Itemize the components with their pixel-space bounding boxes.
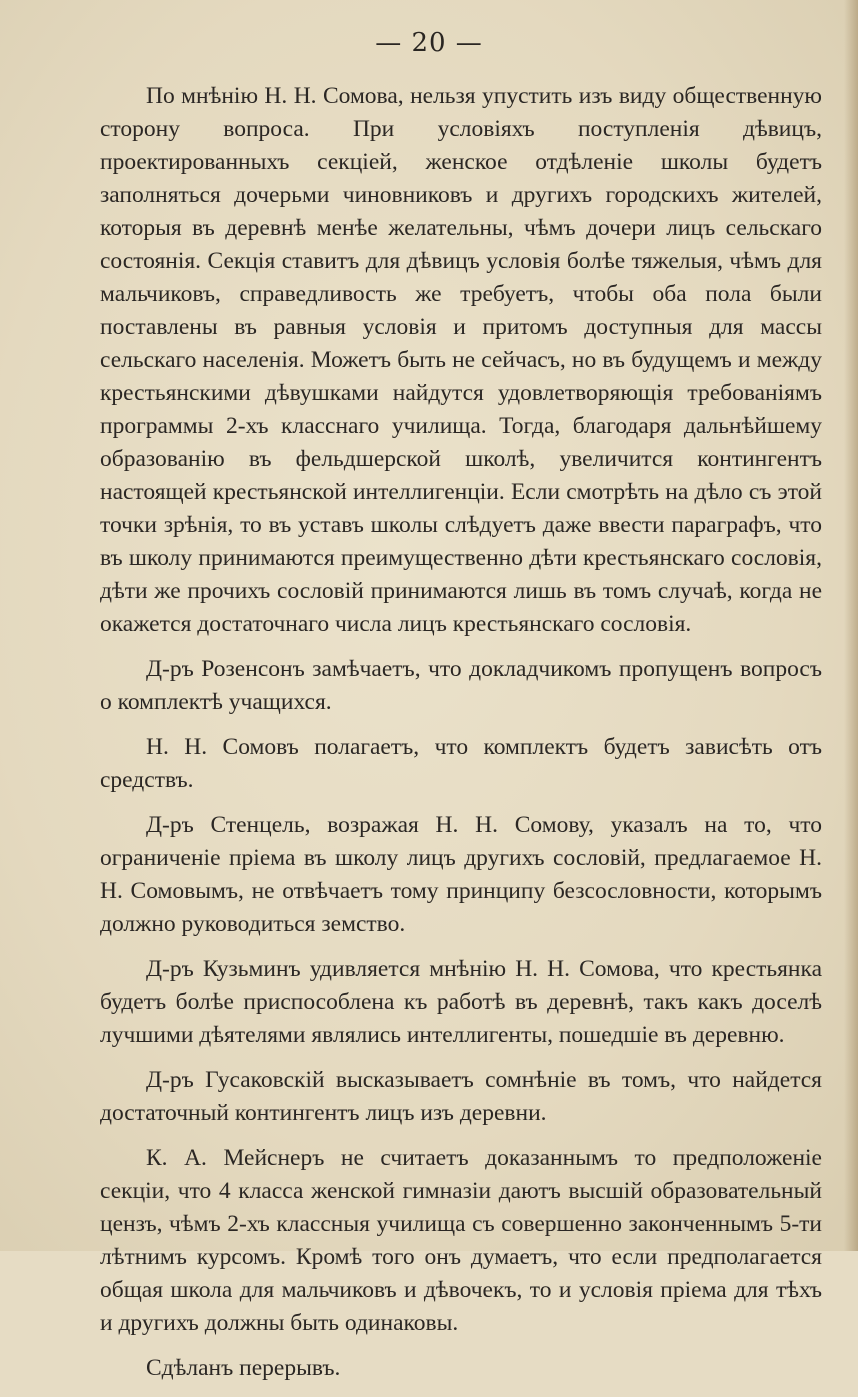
- paragraph-rozenson: Д-ръ Розенсонъ замѣчаетъ, что докладчикомъ пропущенъ вопросъ о комплектѣ учащихся.: [100, 656, 822, 715]
- paragraph-kuzmin: Д-ръ Кузьминъ удивляется мнѣнію Н. Н. Сомова, что крестьянка будетъ болѣе приспособлена къ работѣ въ деревнѣ, такъ какъ доселѣ лучшими дѣятелями являлись интеллигенты, пошедшіе въ деревню.: [100, 956, 822, 1048]
- paragraph-stentsel: Д-ръ Стенцель, возражая Н. Н. Сомову, указалъ на то, что ограниченіе пріема въ школу лицъ другихъ сословій, предлагаемое Н. Н. Сомовымъ, не отвѣчаетъ тому принципу безсословности, которымъ должно руководиться земство.: [100, 812, 822, 937]
- paragraph-somov-opinion: По мнѣнію Н. Н. Сомова, нельзя упустить изъ виду общественную сторону вопроса. При условіяхъ поступленія дѣвицъ, проектированныхъ секціей, женское отдѣленіе школы будетъ заполняться дочерьми чиновниковъ и другихъ городскихъ жителей, которыя въ деревнѣ менѣе желательны, чѣмъ дочери лицъ сельскаго состоянія. Секція ставитъ для дѣвицъ условія болѣе тяжелыя, чѣмъ для мальчиковъ, справедливость же требуетъ, чтобы оба пола были поставлены въ равныя условія и притомъ доступныя для массы сельскаго населенія. Можетъ быть не сейчасъ, но въ будущемъ и между крестьянскими дѣвушками найдутся удовлетворяющія требованіямъ программы 2-хъ класснаго училища. Тогда, благодаря дальнѣйшему образованію въ фельдшерской школѣ, увеличится контингентъ настоящей крестьянской интеллигенціи. Если смотрѣть на дѣло съ этой точки зрѣнія, то въ уставъ школы слѣдуетъ даже ввести параграфъ, что въ школу принимаются преимущественно дѣти крестьянскаго сословія, дѣти же прочихъ сословій принимаются лишь въ томъ случаѣ, когда не окажется достаточнаго числа лицъ крестьянскаго сословія.: [100, 83, 822, 637]
- paragraph-meisner: К. А. Мейснеръ не считаетъ доказаннымъ то предположеніе секціи, что 4 класса женской гимназіи даютъ высшій образовательный цензъ, чѣмъ 2-хъ классныя училища съ совершенно законченнымъ 5-ти лѣтнимъ курсомъ. Кромѣ того онъ думаетъ, что если предполагается общая школа для мальчиковъ и дѣвочекъ, то и условія пріема для тѣхъ и другихъ должны быть одинаковы.: [100, 1145, 822, 1336]
- paragraph-gusakovsky: Д-ръ Гусаковскій высказываетъ сомнѣніе въ томъ, что найдется достаточный контингентъ лицъ изъ деревни.: [100, 1067, 822, 1126]
- body-text: [100, 80, 822, 1397]
- paragraph-break-announcement: Сдѣланъ перерывъ.: [146, 1355, 341, 1381]
- page-number: — 20 —: [375, 28, 483, 58]
- page-edge-shadow: [844, 0, 858, 1251]
- paragraph-somov-reply: Н. Н. Сомовъ полагаетъ, что комплектъ будетъ зависѣть отъ средствъ.: [100, 734, 822, 793]
